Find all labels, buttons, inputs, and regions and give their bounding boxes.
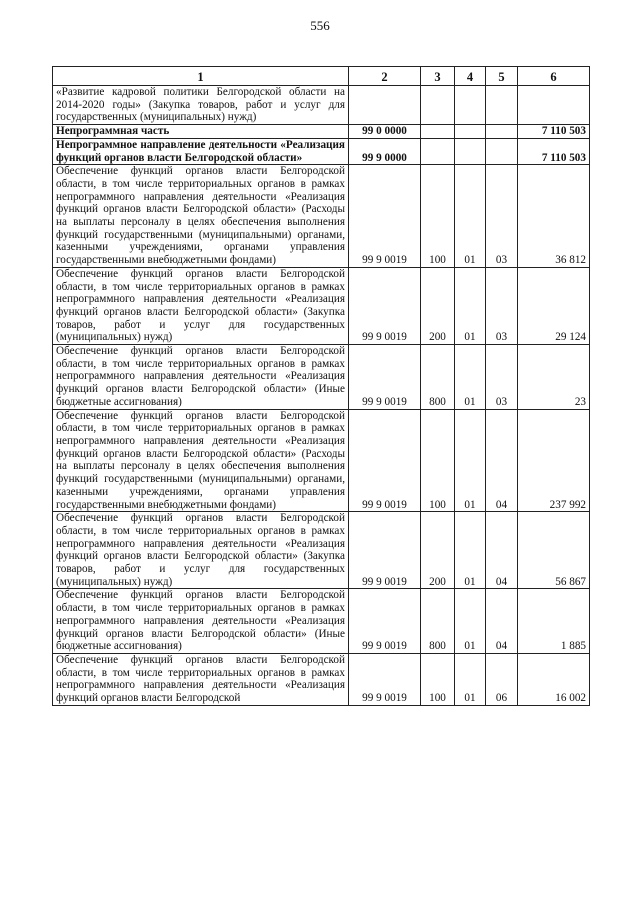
row-description: Обеспечение функций органов власти Белгородской области, в том числе территориальных органов в рамках непрограммного направления деятельности «Реализация функций органов власти Белгородской области» (Иные бюджетные ассигнования): [53, 589, 349, 654]
row-target-code: 99 9 0000: [349, 138, 421, 164]
row-target-code: 99 9 0019: [349, 267, 421, 344]
row-expense-type: [421, 86, 455, 125]
row-description: Обеспечение функций органов власти Белгородской области, в том числе территориальных органов в рамках непрограммного направления деятельности «Реализация функций органов власти Белгородской области» (Расходы на выплаты персоналу в целях обеспечения выполнения функций государственными (муниципальными) органами, казенными учреждениями, органами управления государственными внебюджетными фондами): [53, 409, 349, 512]
row-section: [455, 138, 486, 164]
row-amount: 1 885: [518, 589, 590, 654]
budget-table: [52, 66, 590, 706]
row-amount: 7 110 503: [518, 125, 590, 139]
table-row: [53, 165, 590, 268]
row-amount: 56 867: [518, 512, 590, 589]
row-expense-type: 100: [421, 409, 455, 512]
row-expense-type: 800: [421, 345, 455, 410]
header-col-4: 4: [455, 67, 486, 86]
table-row: [53, 589, 590, 654]
header-col-3: 3: [421, 67, 455, 86]
row-target-code: 99 9 0019: [349, 409, 421, 512]
table-row: [53, 345, 590, 410]
row-amount: 16 002: [518, 653, 590, 705]
row-target-code: 99 9 0019: [349, 653, 421, 705]
table-row: [53, 409, 590, 512]
row-expense-type: [421, 125, 455, 139]
row-target-code: 99 9 0019: [349, 345, 421, 410]
row-target-code: 99 0 0000: [349, 125, 421, 139]
row-subsection: 04: [486, 512, 518, 589]
table-body: [53, 86, 590, 706]
table-row: [53, 125, 590, 139]
row-description: Обеспечение функций органов власти Белгородской области, в том числе территориальных органов в рамках непрограммного направления деятельности «Реализация функций органов власти Белгородской области» (Расходы на выплаты персоналу в целях обеспечения выполнения функций государственными (муниципальными) органами, казенными учреждениями, органами управления государственными внебюджетными фондами): [53, 165, 349, 268]
row-subsection: 03: [486, 165, 518, 268]
row-expense-type: 200: [421, 512, 455, 589]
row-section: [455, 125, 486, 139]
row-expense-type: 100: [421, 653, 455, 705]
header-col-2: 2: [349, 67, 421, 86]
header-col-6: 6: [518, 67, 590, 86]
page-number: 556: [310, 18, 330, 33]
row-section: 01: [455, 267, 486, 344]
row-target-code: 99 9 0019: [349, 165, 421, 268]
table-row: [53, 86, 590, 125]
row-amount: 23: [518, 345, 590, 410]
row-section: 01: [455, 409, 486, 512]
table-row: [53, 653, 590, 705]
row-subsection: 03: [486, 267, 518, 344]
row-amount: [518, 86, 590, 125]
row-subsection: 04: [486, 409, 518, 512]
row-amount: 237 992: [518, 409, 590, 512]
row-target-code: 99 9 0019: [349, 589, 421, 654]
row-subsection: [486, 138, 518, 164]
row-description: Непрограммная часть: [53, 125, 349, 139]
row-section: [455, 86, 486, 125]
row-description: «Развитие кадровой политики Белгородской области на 2014-2020 годы» (Закупка товаров, работ и услуг для государственных (муниципальных) нужд): [53, 86, 349, 125]
row-description: Обеспечение функций органов власти Белгородской области, в том числе территориальных органов в рамках непрограммного направления деятельности «Реализация функций органов власти Белгородской области» (Закупка товаров, работ и услуг для государственных (муниципальных) нужд): [53, 267, 349, 344]
row-subsection: 03: [486, 345, 518, 410]
row-section: 01: [455, 589, 486, 654]
row-subsection: [486, 86, 518, 125]
row-target-code: [349, 86, 421, 125]
row-description: Обеспечение функций органов власти Белгородской области, в том числе территориальных органов в рамках непрограммного направления деятельности «Реализация функций органов власти Белгородской области» (Закупка товаров, работ и услуг для государственных (муниципальных) нужд): [53, 512, 349, 589]
row-subsection: [486, 125, 518, 139]
table-row: [53, 512, 590, 589]
row-section: 01: [455, 345, 486, 410]
header-col-1: 1: [53, 67, 349, 86]
row-description: Обеспечение функций органов власти Белгородской области, в том числе территориальных органов в рамках непрограммного направления деятельности «Реализация функций органов власти Белгородской: [53, 653, 349, 705]
table-row: [53, 138, 590, 164]
row-target-code: 99 9 0019: [349, 512, 421, 589]
row-description: Обеспечение функций органов власти Белгородской области, в том числе территориальных органов в рамках непрограммного направления деятельности «Реализация функций органов власти Белгородской области» (Иные бюджетные ассигнования): [53, 345, 349, 410]
row-amount: 29 124: [518, 267, 590, 344]
row-amount: 36 812: [518, 165, 590, 268]
row-amount: 7 110 503: [518, 138, 590, 164]
header-row: [53, 67, 590, 86]
row-section: 01: [455, 165, 486, 268]
header-col-5: 5: [486, 67, 518, 86]
row-section: 01: [455, 512, 486, 589]
table-row: [53, 267, 590, 344]
row-expense-type: 200: [421, 267, 455, 344]
row-expense-type: 100: [421, 165, 455, 268]
row-subsection: 06: [486, 653, 518, 705]
row-subsection: 04: [486, 589, 518, 654]
row-expense-type: [421, 138, 455, 164]
row-section: 01: [455, 653, 486, 705]
row-expense-type: 800: [421, 589, 455, 654]
row-description: Непрограммное направление деятельности «Реализация функций органов власти Белгородской области»: [53, 138, 349, 164]
